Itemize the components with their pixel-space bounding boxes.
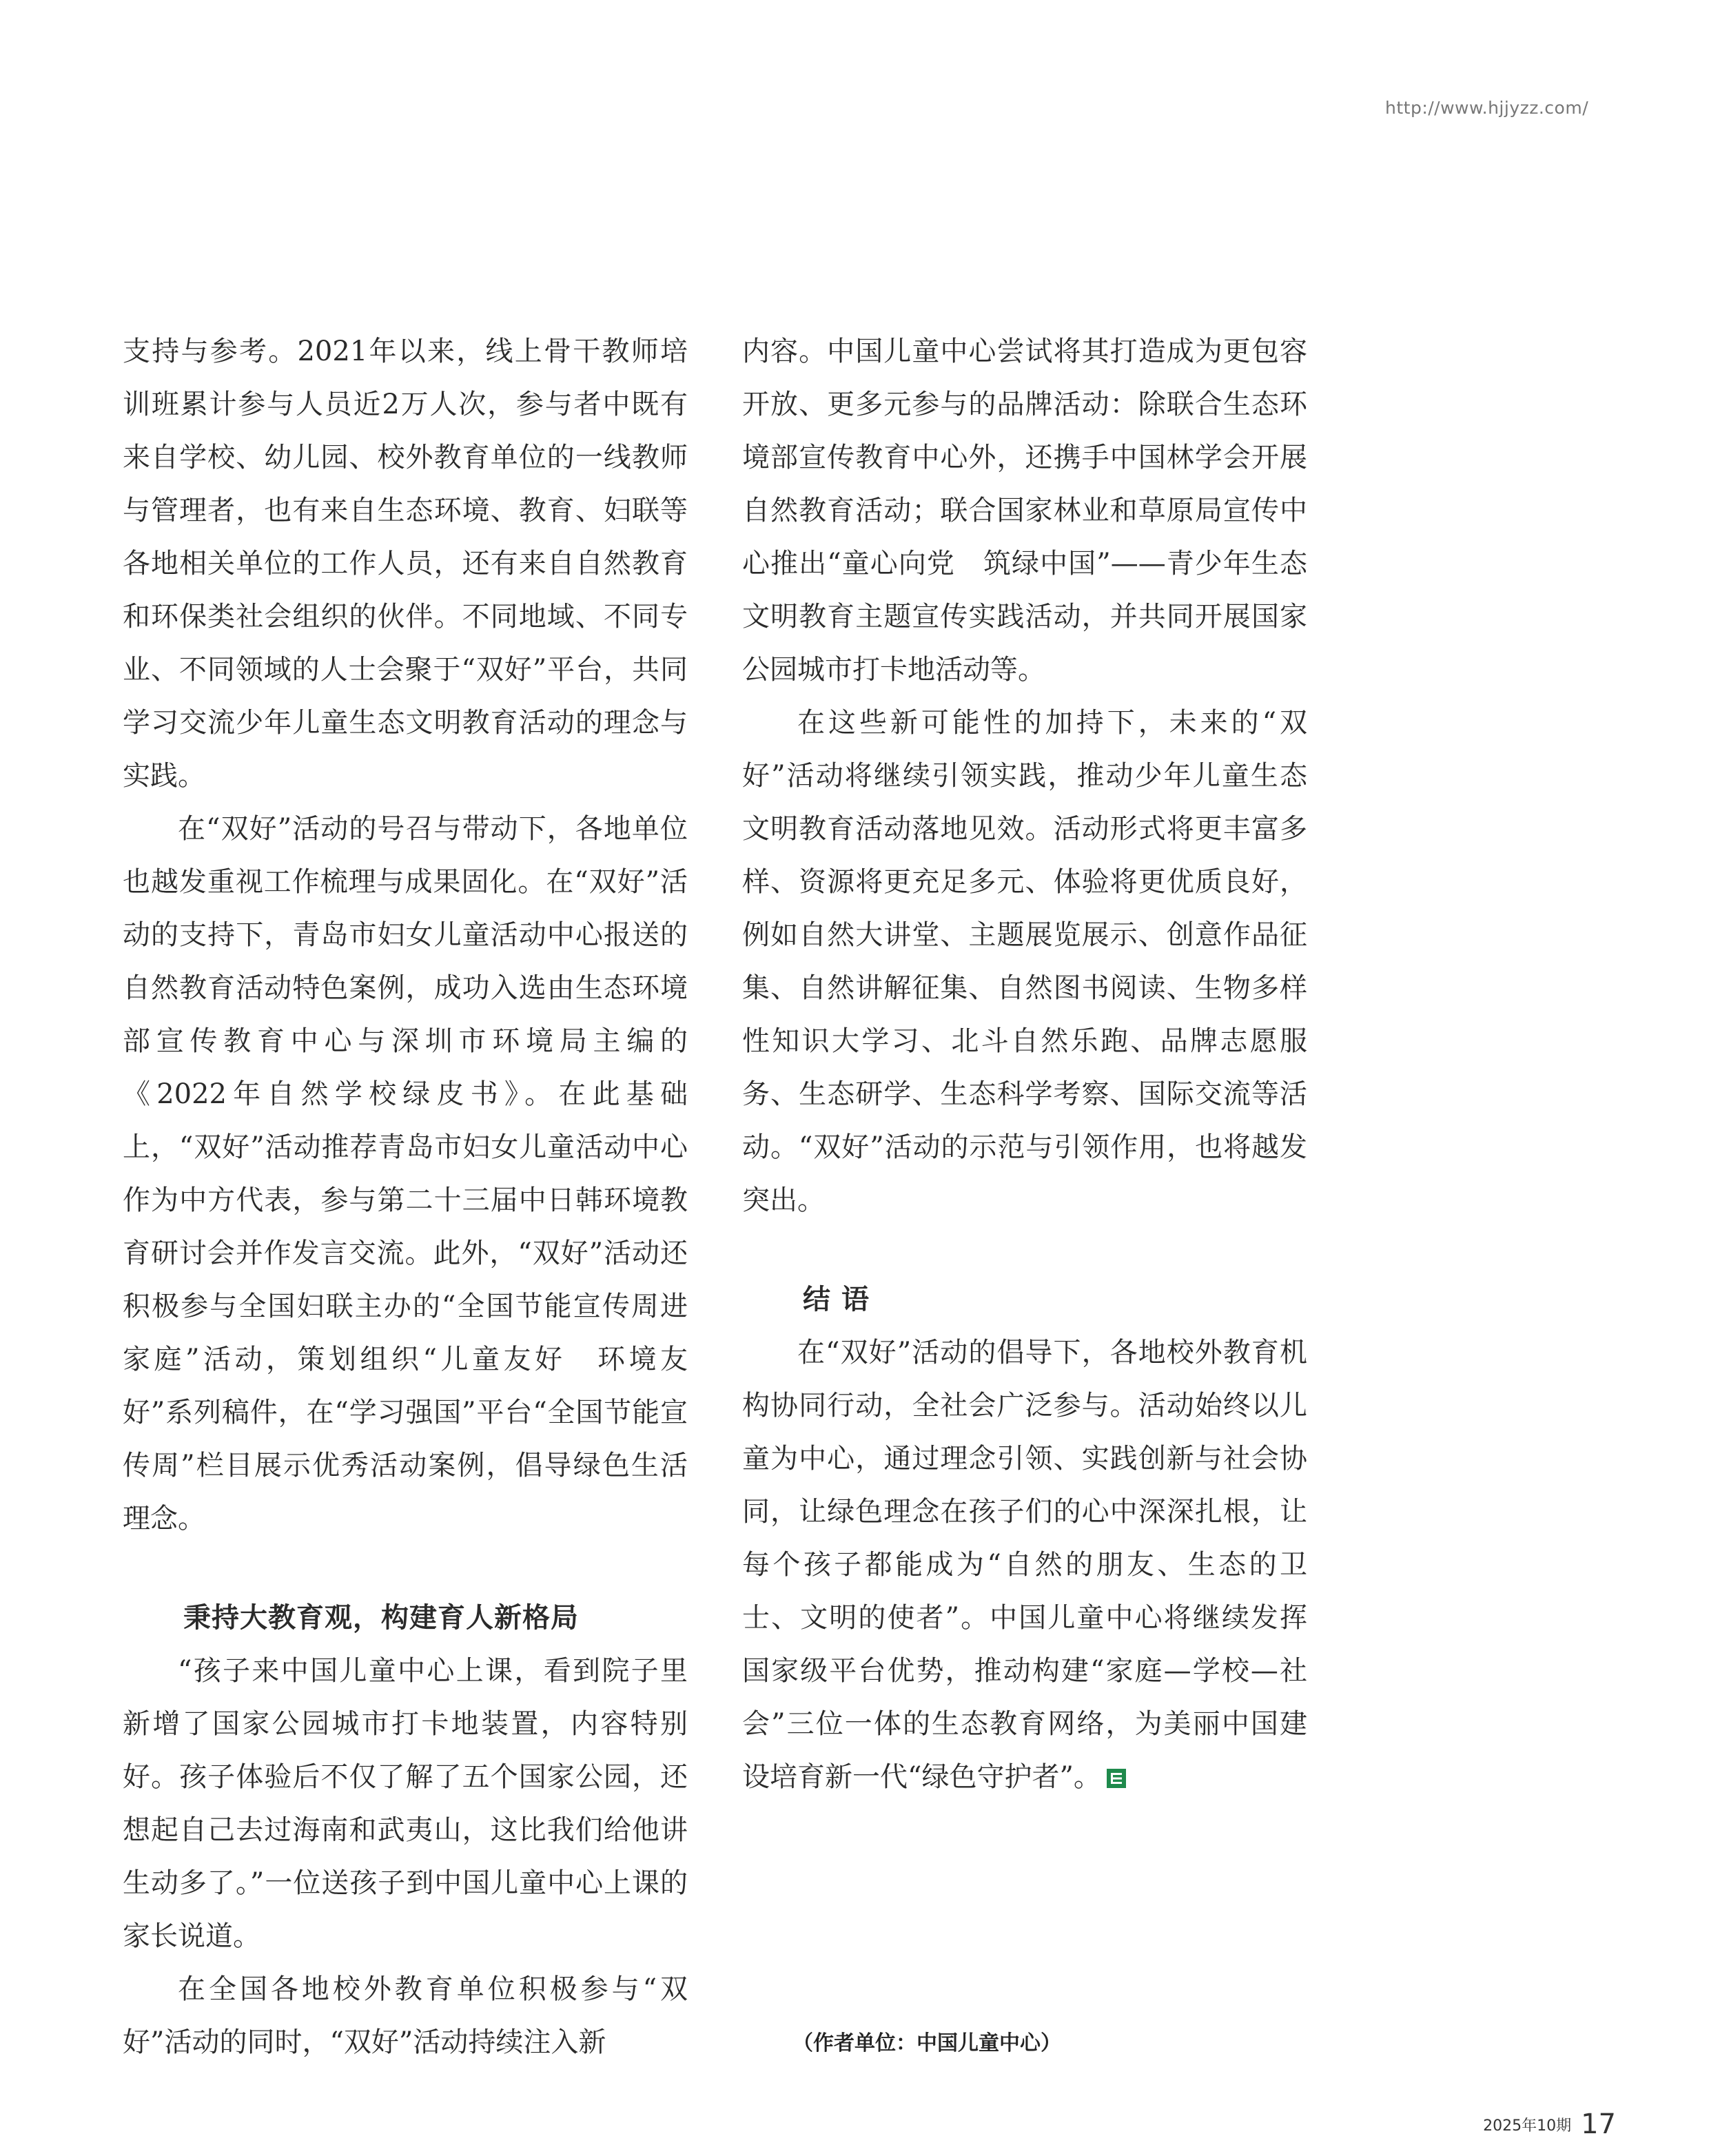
left-paragraph-4: 在全国各地校外教育单位积极参与“双好”活动的同时，“双好”活动持续注入新 <box>123 1973 688 2058</box>
page-number: 17 <box>1581 2108 1616 2140</box>
journal-url: http://www.hjjyzz.com/ <box>1385 98 1589 118</box>
right-paragraph-2: 在这些新可能性的加持下，未来的“双好”活动将继续引领实践，推动少年儿童生态文明教育活动落地见效。活动形式将更丰富多样、资源将更充足多元、体验将更优质良好，例如自然大讲堂、主题展览展示、创意作品征集、自然讲解征集、自然图书阅读、生物多样性知识大学习、北斗自然乐跑、品牌志愿服务、生态研学、生态科学考察、国际交流等活动。“双好”活动的示范与引领作用，也将越发突出。 <box>742 707 1307 1216</box>
left-paragraph-2: 在“双好”活动的号召与带动下，各地单位也越发重视工作梳理与成果固化。在“双好”活动的支持下，青岛市妇女儿童活动中心报送的自然教育活动特色案例，成功入选由生态环境部宣传教育中心与深圳市环境局主编的《2022年自然学校绿皮书》。在此基础上，“双好”活动推荐青岛市妇女儿童活动中心作为中方代表，参与第二十三届中日韩环境教育研讨会并作发言交流。此外，“双好”活动还积极参与全国妇联主办的“全国节能宣传周进家庭”活动，策划组织“儿童友好 环境友好”系列稿件，在“学习强国”平台“全国节能宣传周”栏目展示优秀活动案例，倡导绿色生活理念。 <box>123 813 688 1534</box>
author-affiliation: （作者单位：中国儿童中心） <box>792 2031 1061 2055</box>
right-paragraph-3 <box>742 1326 1307 1804</box>
left-paragraph-1: 支持与参考。2021年以来，线上骨干教师培训班累计参与人员近2万人次，参与者中既有来自学校、幼儿园、校外教育单位的一线教师与管理者，也有来自生态环境、教育、妇联等各地相关单位的工作人员，还有来自自然教育和环保类社会组织的伙伴。不同地域、不同专业、不同领域的人士会聚于“双好”平台，共同学习交流少年儿童生态文明教育活动的理念与实践。 <box>123 336 688 792</box>
left-column <box>123 325 688 2069</box>
section-heading-conclusion: 结语 <box>803 1284 880 1315</box>
article-end-icon <box>1107 1769 1126 1788</box>
right-paragraph-1: 内容。中国儿童中心尝试将其打造成为更包容开放、更多元参与的品牌活动：除联合生态环境部宣传教育中心外，还携手中国林学会开展自然教育活动；联合国家林业和草原局宣传中心推出“童心向党 筑绿中国”——青少年生态文明教育主题宣传实践活动，并共同开展国家公园城市打卡地活动等。 <box>742 336 1307 686</box>
left-paragraph-3: “孩子来中国儿童中心上课，看到院子里新增了国家公园城市打卡地装置，内容特别好。孩子体验后不仅了解了五个国家公园，还想起自己去过海南和武夷山，这比我们给他讲生动多了。”一位送孩子到中国儿童中心上课的家长说道。 <box>123 1655 688 1952</box>
issue-label: 2025年10期 <box>1483 2117 1572 2135</box>
right-column <box>742 325 1307 1804</box>
conclusion-text: 在“双好”活动的倡导下，各地校外教育机构协同行动，全社会广泛参与。活动始终以儿童为中心，通过理念引领、实践创新与社会协同，让绿色理念在孩子们的心中深深扎根，让每个孩子都能成为“自然的朋友、生态的卫士、文明的使者”。中国儿童中心将继续发挥国家级平台优势，推动构建“家庭—学校—社会”三位一体的生态教育网络，为美丽中国建设培育新一代“绿色守护者”。 <box>742 1337 1307 1793</box>
page-footer <box>1471 2108 1616 2140</box>
section-heading-education: 秉持大教育观，构建育人新格局 <box>183 1602 579 1634</box>
